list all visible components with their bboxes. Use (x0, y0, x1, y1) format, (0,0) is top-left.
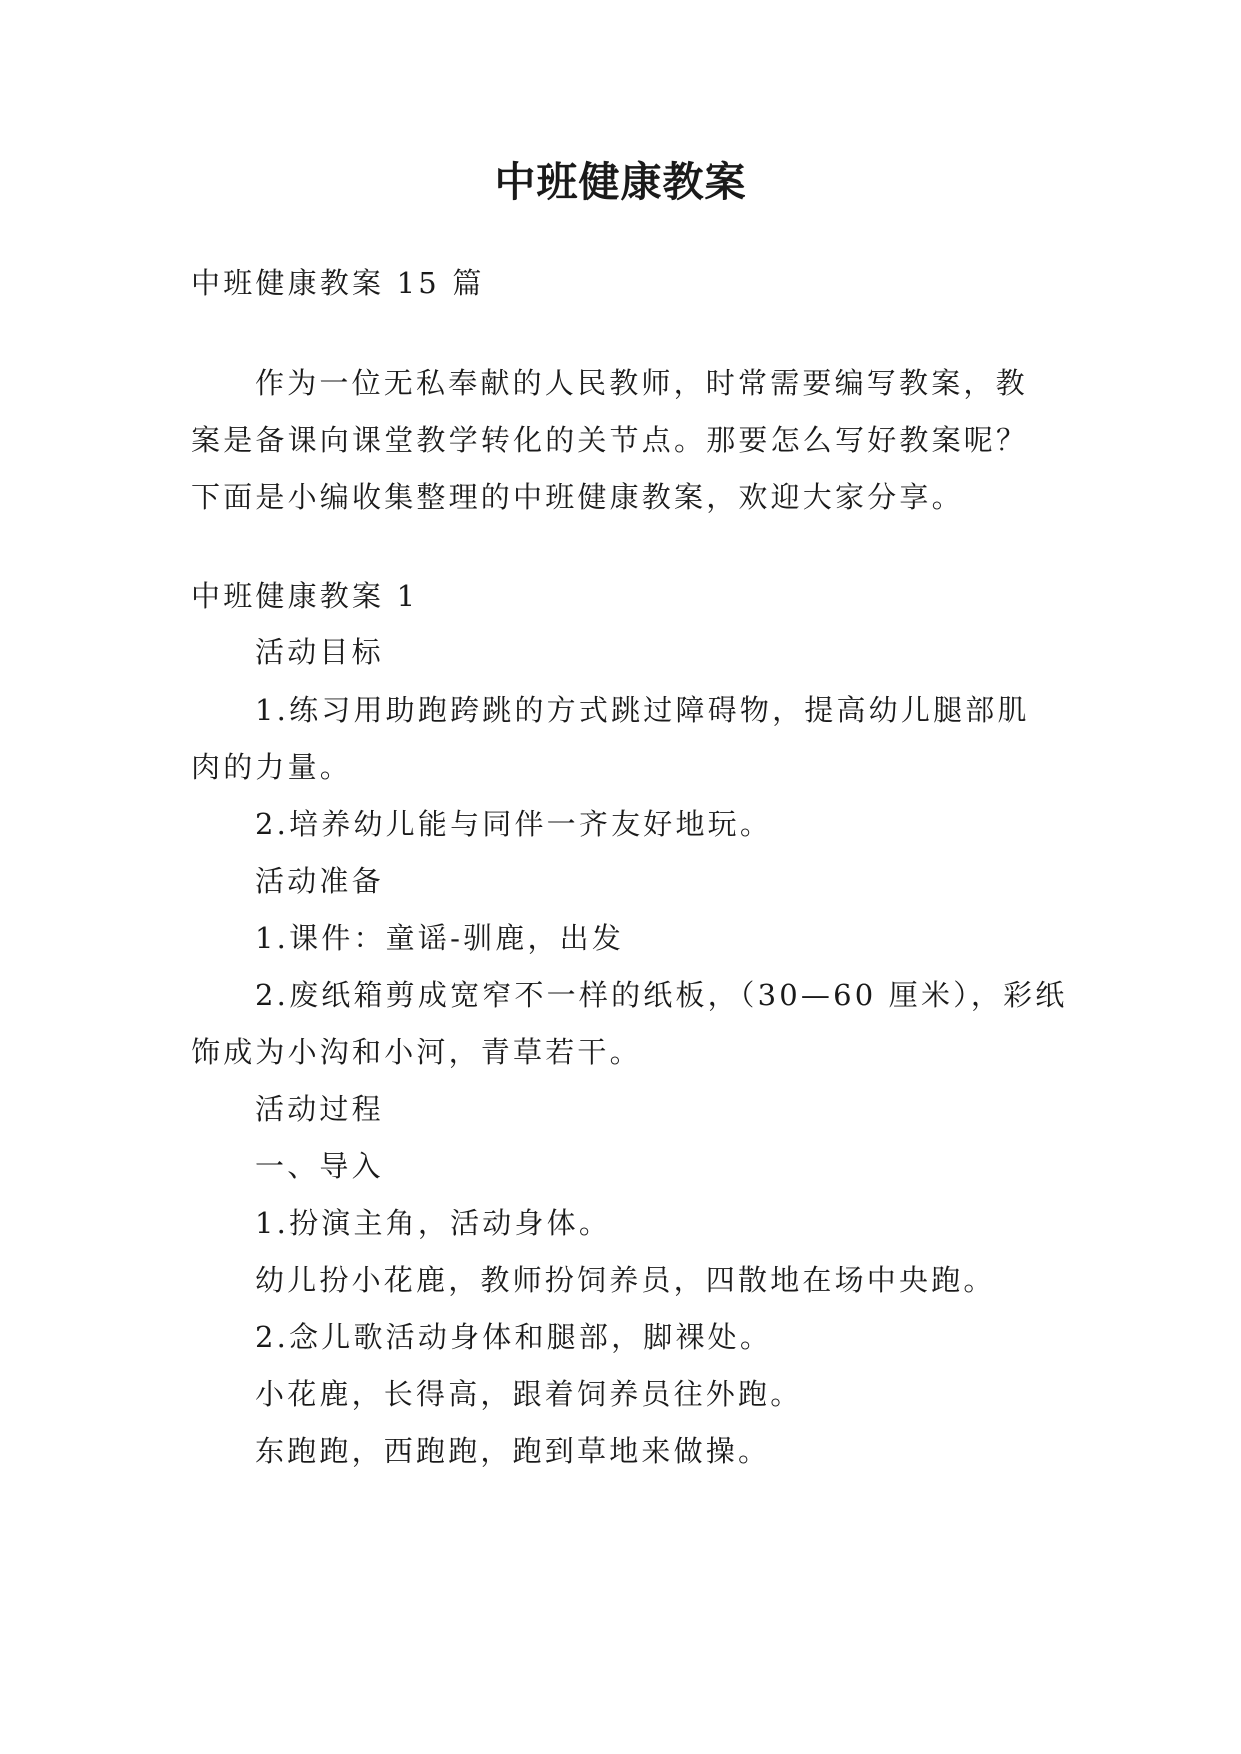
body-line: 1.扮演主角，活动身体。 (255, 1206, 612, 1240)
body-line: 2.废纸箱剪成宽窄不一样的纸板，（30—60 厘米），彩纸 (255, 978, 1068, 1012)
body-line: 1.课件：童谣-驯鹿，出发 (255, 921, 625, 955)
body-line: 幼儿扮小花鹿，教师扮饲养员，四散地在场中央跑。 (255, 1263, 996, 1297)
subheading-activity-goals: 活动目标 (255, 635, 384, 669)
document-title: 中班健康教案 (494, 158, 747, 206)
body-line: 2.培养幼儿能与同伴一齐友好地玩。 (255, 807, 773, 841)
subheading-activity-preparation: 活动准备 (255, 864, 384, 898)
intro-paragraph-line: 作为一位无私奉献的人民教师，时常需要编写教案，教 (255, 366, 1028, 400)
body-line: 东跑跑，西跑跑，跑到草地来做操。 (255, 1434, 771, 1468)
subheading-activity-process: 活动过程 (255, 1092, 384, 1126)
document-subtitle: 中班健康教案 15 篇 (191, 266, 485, 300)
section-heading: 中班健康教案 1 (191, 579, 419, 613)
body-line: 1.练习用助跑跨跳的方式跳过障碍物，提高幼儿腿部肌 (255, 693, 1030, 727)
intro-paragraph-line: 下面是小编收集整理的中班健康教案，欢迎大家分享。 (191, 480, 964, 514)
body-line: 小花鹿，长得高，跟着饲养员往外跑。 (255, 1377, 803, 1411)
body-line: 饰成为小沟和小河，青草若干。 (191, 1035, 642, 1069)
intro-paragraph-line: 案是备课向课堂教学转化的关节点。那要怎么写好教案呢？ (191, 423, 1029, 457)
body-line: 2.念儿歌活动身体和腿部，脚裸处。 (255, 1320, 773, 1354)
body-line: 肉的力量。 (191, 750, 353, 784)
subheading-introduction: 一、导入 (255, 1149, 384, 1183)
